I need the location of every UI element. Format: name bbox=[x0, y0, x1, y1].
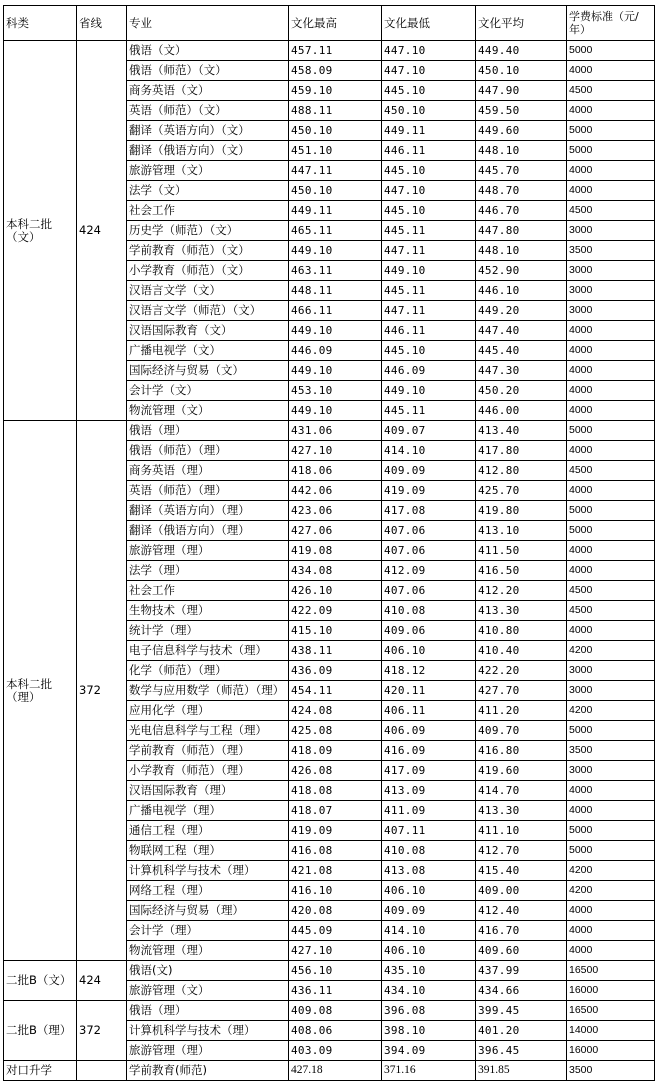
culture-max-cell: 456.10 bbox=[289, 961, 382, 981]
culture-avg-cell: 447.80 bbox=[476, 221, 567, 241]
culture-avg-cell: 445.40 bbox=[476, 341, 567, 361]
major-cell: 会计学（文） bbox=[127, 381, 289, 401]
tuition-cell: 4000 bbox=[567, 921, 655, 941]
table-row bbox=[4, 421, 655, 441]
culture-avg-cell: 450.10 bbox=[476, 61, 567, 81]
culture-min-cell: 449.10 bbox=[382, 261, 476, 281]
tuition-cell: 4000 bbox=[567, 321, 655, 341]
tuition-cell: 4200 bbox=[567, 861, 655, 881]
major-cell: 通信工程（理） bbox=[127, 821, 289, 841]
tuition-cell: 4000 bbox=[567, 901, 655, 921]
culture-min-cell: 445.11 bbox=[382, 221, 476, 241]
major-cell: 翻译（俄语方向）（文） bbox=[127, 141, 289, 161]
culture-max-cell: 418.06 bbox=[289, 461, 382, 481]
major-cell: 商务英语（文） bbox=[127, 81, 289, 101]
major-cell: 国际经济与贸易（文） bbox=[127, 361, 289, 381]
major-cell: 小学教育（师范）（文） bbox=[127, 261, 289, 281]
header-culture-avg: 文化平均 bbox=[476, 6, 567, 41]
major-cell: 俄语（师范）（文） bbox=[127, 61, 289, 81]
category-cell: 对口升学 bbox=[4, 1061, 77, 1081]
culture-min-cell: 417.09 bbox=[382, 761, 476, 781]
culture-avg-cell: 449.40 bbox=[476, 41, 567, 61]
tuition-cell: 4500 bbox=[567, 601, 655, 621]
category-cell: 二批B（文） bbox=[4, 961, 77, 1001]
tuition-cell: 4500 bbox=[567, 461, 655, 481]
culture-avg-cell: 446.10 bbox=[476, 281, 567, 301]
culture-avg-cell: 401.20 bbox=[476, 1021, 567, 1041]
culture-max-cell: 459.10 bbox=[289, 81, 382, 101]
major-cell: 旅游管理（理） bbox=[127, 1041, 289, 1061]
major-cell: 统计学（理） bbox=[127, 621, 289, 641]
culture-max-cell: 422.09 bbox=[289, 601, 382, 621]
tuition-cell: 4000 bbox=[567, 481, 655, 501]
culture-avg-cell: 427.70 bbox=[476, 681, 567, 701]
tuition-cell: 3500 bbox=[567, 1061, 655, 1081]
culture-avg-cell: 446.70 bbox=[476, 201, 567, 221]
culture-min-cell: 411.09 bbox=[382, 801, 476, 821]
culture-min-cell: 406.10 bbox=[382, 881, 476, 901]
category-cell: 二批B（理） bbox=[4, 1001, 77, 1061]
major-cell: 翻译（英语方向）（理） bbox=[127, 501, 289, 521]
culture-max-cell: 447.11 bbox=[289, 161, 382, 181]
provincial-line-cell: 424 bbox=[77, 41, 127, 421]
culture-max-cell: 438.11 bbox=[289, 641, 382, 661]
culture-max-cell: 454.11 bbox=[289, 681, 382, 701]
header-tuition: 学费标准（元/年） bbox=[567, 6, 655, 41]
culture-min-cell: 413.09 bbox=[382, 781, 476, 801]
culture-min-cell: 371.16 bbox=[382, 1061, 476, 1081]
culture-avg-cell: 413.10 bbox=[476, 521, 567, 541]
culture-max-cell: 418.07 bbox=[289, 801, 382, 821]
major-cell: 法学（理） bbox=[127, 561, 289, 581]
culture-avg-cell: 399.45 bbox=[476, 1001, 567, 1021]
tuition-cell: 4200 bbox=[567, 641, 655, 661]
header-culture-max: 文化最高 bbox=[289, 6, 382, 41]
major-cell: 旅游管理（理） bbox=[127, 541, 289, 561]
culture-avg-cell: 409.70 bbox=[476, 721, 567, 741]
major-cell: 小学教育（师范）（理） bbox=[127, 761, 289, 781]
tuition-cell: 4000 bbox=[567, 61, 655, 81]
culture-min-cell: 398.10 bbox=[382, 1021, 476, 1041]
culture-min-cell: 435.10 bbox=[382, 961, 476, 981]
culture-min-cell: 419.09 bbox=[382, 481, 476, 501]
culture-min-cell: 410.08 bbox=[382, 601, 476, 621]
culture-min-cell: 407.06 bbox=[382, 541, 476, 561]
culture-avg-cell: 450.20 bbox=[476, 381, 567, 401]
tuition-cell: 4200 bbox=[567, 881, 655, 901]
major-cell: 俄语（理） bbox=[127, 1001, 289, 1021]
provincial-line-cell: 372 bbox=[77, 421, 127, 961]
culture-min-cell: 409.09 bbox=[382, 461, 476, 481]
culture-max-cell: 415.10 bbox=[289, 621, 382, 641]
culture-max-cell: 419.08 bbox=[289, 541, 382, 561]
culture-max-cell: 465.11 bbox=[289, 221, 382, 241]
major-cell: 网络工程（理） bbox=[127, 881, 289, 901]
culture-max-cell: 445.09 bbox=[289, 921, 382, 941]
culture-max-cell: 423.06 bbox=[289, 501, 382, 521]
culture-avg-cell: 452.90 bbox=[476, 261, 567, 281]
culture-avg-cell: 414.70 bbox=[476, 781, 567, 801]
culture-max-cell: 449.10 bbox=[289, 321, 382, 341]
tuition-cell: 4500 bbox=[567, 201, 655, 221]
culture-avg-cell: 415.40 bbox=[476, 861, 567, 881]
culture-max-cell: 425.08 bbox=[289, 721, 382, 741]
culture-avg-cell: 419.80 bbox=[476, 501, 567, 521]
tuition-cell: 16000 bbox=[567, 981, 655, 1001]
culture-max-cell: 451.10 bbox=[289, 141, 382, 161]
major-cell: 应用化学（理） bbox=[127, 701, 289, 721]
culture-avg-cell: 446.00 bbox=[476, 401, 567, 421]
major-cell: 社会工作 bbox=[127, 201, 289, 221]
culture-avg-cell: 411.10 bbox=[476, 821, 567, 841]
tuition-cell: 3000 bbox=[567, 221, 655, 241]
header-culture-min: 文化最低 bbox=[382, 6, 476, 41]
culture-min-cell: 447.11 bbox=[382, 301, 476, 321]
tuition-cell: 14000 bbox=[567, 1021, 655, 1041]
culture-min-cell: 417.08 bbox=[382, 501, 476, 521]
culture-avg-cell: 447.40 bbox=[476, 321, 567, 341]
category-cell: 本科二批（文） bbox=[4, 41, 77, 421]
culture-avg-cell: 448.10 bbox=[476, 241, 567, 261]
major-cell: 物流管理（文） bbox=[127, 401, 289, 421]
major-cell: 英语（师范）（理） bbox=[127, 481, 289, 501]
major-cell: 商务英语（理） bbox=[127, 461, 289, 481]
culture-min-cell: 434.10 bbox=[382, 981, 476, 1001]
culture-avg-cell: 448.70 bbox=[476, 181, 567, 201]
culture-max-cell: 442.06 bbox=[289, 481, 382, 501]
culture-min-cell: 446.11 bbox=[382, 321, 476, 341]
culture-avg-cell: 449.20 bbox=[476, 301, 567, 321]
culture-max-cell: 420.08 bbox=[289, 901, 382, 921]
culture-min-cell: 446.11 bbox=[382, 141, 476, 161]
culture-avg-cell: 413.30 bbox=[476, 601, 567, 621]
culture-max-cell: 449.10 bbox=[289, 361, 382, 381]
culture-avg-cell: 410.80 bbox=[476, 621, 567, 641]
tuition-cell: 16500 bbox=[567, 1001, 655, 1021]
header-provincial-line: 省线 bbox=[77, 6, 127, 41]
culture-avg-cell: 396.45 bbox=[476, 1041, 567, 1061]
major-cell: 俄语（师范）（理） bbox=[127, 441, 289, 461]
tuition-cell: 5000 bbox=[567, 841, 655, 861]
culture-max-cell: 434.08 bbox=[289, 561, 382, 581]
culture-avg-cell: 391.85 bbox=[476, 1061, 567, 1081]
tuition-cell: 5000 bbox=[567, 821, 655, 841]
culture-avg-cell: 416.50 bbox=[476, 561, 567, 581]
culture-max-cell: 466.11 bbox=[289, 301, 382, 321]
culture-min-cell: 414.10 bbox=[382, 441, 476, 461]
culture-min-cell: 447.11 bbox=[382, 241, 476, 261]
culture-avg-cell: 409.00 bbox=[476, 881, 567, 901]
culture-min-cell: 407.06 bbox=[382, 521, 476, 541]
tuition-cell: 3000 bbox=[567, 681, 655, 701]
culture-avg-cell: 437.99 bbox=[476, 961, 567, 981]
culture-max-cell: 426.10 bbox=[289, 581, 382, 601]
culture-avg-cell: 434.66 bbox=[476, 981, 567, 1001]
major-cell: 计算机科学与技术（理） bbox=[127, 1021, 289, 1041]
culture-max-cell: 453.10 bbox=[289, 381, 382, 401]
culture-max-cell: 449.10 bbox=[289, 401, 382, 421]
tuition-cell: 4000 bbox=[567, 361, 655, 381]
tuition-cell: 3500 bbox=[567, 241, 655, 261]
culture-min-cell: 409.09 bbox=[382, 901, 476, 921]
culture-avg-cell: 445.70 bbox=[476, 161, 567, 181]
tuition-cell: 4500 bbox=[567, 81, 655, 101]
table-row bbox=[4, 961, 655, 981]
table-row bbox=[4, 41, 655, 61]
tuition-cell: 5000 bbox=[567, 41, 655, 61]
culture-min-cell: 410.08 bbox=[382, 841, 476, 861]
major-cell: 电子信息科学与技术（理） bbox=[127, 641, 289, 661]
major-cell: 广播电视学（理） bbox=[127, 801, 289, 821]
major-cell: 数学与应用数学（师范）（理） bbox=[127, 681, 289, 701]
major-cell: 汉语言文学（文） bbox=[127, 281, 289, 301]
tuition-cell: 4000 bbox=[567, 941, 655, 961]
provincial-line-cell bbox=[77, 1061, 127, 1081]
header-row bbox=[4, 6, 655, 41]
culture-avg-cell: 411.50 bbox=[476, 541, 567, 561]
tuition-cell: 3500 bbox=[567, 741, 655, 761]
culture-avg-cell: 410.40 bbox=[476, 641, 567, 661]
major-cell: 学前教育(师范) bbox=[127, 1061, 289, 1081]
tuition-cell: 3000 bbox=[567, 261, 655, 281]
tuition-cell: 4200 bbox=[567, 701, 655, 721]
culture-min-cell: 447.10 bbox=[382, 41, 476, 61]
culture-max-cell: 458.09 bbox=[289, 61, 382, 81]
culture-max-cell: 427.10 bbox=[289, 941, 382, 961]
culture-max-cell: 450.10 bbox=[289, 181, 382, 201]
culture-avg-cell: 459.50 bbox=[476, 101, 567, 121]
culture-max-cell: 446.09 bbox=[289, 341, 382, 361]
culture-max-cell: 427.10 bbox=[289, 441, 382, 461]
major-cell: 汉语国际教育（理） bbox=[127, 781, 289, 801]
culture-min-cell: 445.11 bbox=[382, 401, 476, 421]
culture-avg-cell: 413.30 bbox=[476, 801, 567, 821]
culture-min-cell: 418.12 bbox=[382, 661, 476, 681]
tuition-cell: 3000 bbox=[567, 661, 655, 681]
tuition-cell: 4000 bbox=[567, 161, 655, 181]
major-cell: 计算机科学与技术（理） bbox=[127, 861, 289, 881]
tuition-cell: 4000 bbox=[567, 621, 655, 641]
tuition-cell: 4000 bbox=[567, 381, 655, 401]
major-cell: 翻译（英语方向）（文） bbox=[127, 121, 289, 141]
culture-min-cell: 394.09 bbox=[382, 1041, 476, 1061]
culture-max-cell: 409.08 bbox=[289, 1001, 382, 1021]
header-category: 科类 bbox=[4, 6, 77, 41]
culture-avg-cell: 422.20 bbox=[476, 661, 567, 681]
major-cell: 法学（文） bbox=[127, 181, 289, 201]
culture-min-cell: 449.10 bbox=[382, 381, 476, 401]
culture-avg-cell: 409.60 bbox=[476, 941, 567, 961]
major-cell: 光电信息科学与工程（理） bbox=[127, 721, 289, 741]
table-row bbox=[4, 1061, 655, 1081]
culture-max-cell: 424.08 bbox=[289, 701, 382, 721]
major-cell: 物联网工程（理） bbox=[127, 841, 289, 861]
culture-avg-cell: 413.40 bbox=[476, 421, 567, 441]
culture-avg-cell: 447.90 bbox=[476, 81, 567, 101]
major-cell: 俄语（理） bbox=[127, 421, 289, 441]
culture-min-cell: 407.11 bbox=[382, 821, 476, 841]
tuition-cell: 5000 bbox=[567, 141, 655, 161]
culture-min-cell: 406.10 bbox=[382, 641, 476, 661]
culture-min-cell: 446.09 bbox=[382, 361, 476, 381]
tuition-cell: 4000 bbox=[567, 541, 655, 561]
culture-min-cell: 420.11 bbox=[382, 681, 476, 701]
tuition-cell: 4000 bbox=[567, 101, 655, 121]
major-cell: 俄语(文) bbox=[127, 961, 289, 981]
culture-max-cell: 418.09 bbox=[289, 741, 382, 761]
culture-max-cell: 450.10 bbox=[289, 121, 382, 141]
culture-min-cell: 447.10 bbox=[382, 181, 476, 201]
culture-min-cell: 409.07 bbox=[382, 421, 476, 441]
tuition-cell: 5000 bbox=[567, 521, 655, 541]
tuition-cell: 5000 bbox=[567, 121, 655, 141]
tuition-cell: 4000 bbox=[567, 781, 655, 801]
culture-max-cell: 449.11 bbox=[289, 201, 382, 221]
culture-avg-cell: 411.20 bbox=[476, 701, 567, 721]
culture-avg-cell: 412.70 bbox=[476, 841, 567, 861]
tuition-cell: 4000 bbox=[567, 441, 655, 461]
table-header bbox=[4, 6, 655, 41]
culture-max-cell: 488.11 bbox=[289, 101, 382, 121]
culture-max-cell: 436.09 bbox=[289, 661, 382, 681]
culture-avg-cell: 416.80 bbox=[476, 741, 567, 761]
culture-max-cell: 408.06 bbox=[289, 1021, 382, 1041]
tuition-cell: 5000 bbox=[567, 721, 655, 741]
culture-min-cell: 406.11 bbox=[382, 701, 476, 721]
culture-min-cell: 407.06 bbox=[382, 581, 476, 601]
culture-max-cell: 421.08 bbox=[289, 861, 382, 881]
culture-avg-cell: 412.80 bbox=[476, 461, 567, 481]
culture-avg-cell: 412.20 bbox=[476, 581, 567, 601]
culture-avg-cell: 447.30 bbox=[476, 361, 567, 381]
culture-max-cell: 463.11 bbox=[289, 261, 382, 281]
tuition-cell: 5000 bbox=[567, 421, 655, 441]
culture-avg-cell: 419.60 bbox=[476, 761, 567, 781]
tuition-cell: 4000 bbox=[567, 801, 655, 821]
culture-max-cell: 431.06 bbox=[289, 421, 382, 441]
culture-min-cell: 445.10 bbox=[382, 161, 476, 181]
tuition-cell: 4000 bbox=[567, 401, 655, 421]
major-cell: 物流管理（理） bbox=[127, 941, 289, 961]
major-cell: 翻译（俄语方向）（理） bbox=[127, 521, 289, 541]
culture-max-cell: 427.18 bbox=[289, 1061, 382, 1081]
culture-avg-cell: 449.60 bbox=[476, 121, 567, 141]
major-cell: 汉语国际教育（文） bbox=[127, 321, 289, 341]
culture-max-cell: 426.08 bbox=[289, 761, 382, 781]
culture-avg-cell: 448.10 bbox=[476, 141, 567, 161]
culture-min-cell: 450.10 bbox=[382, 101, 476, 121]
table-body bbox=[4, 41, 655, 1081]
culture-max-cell: 449.10 bbox=[289, 241, 382, 261]
culture-avg-cell: 412.40 bbox=[476, 901, 567, 921]
admission-scores-table bbox=[3, 5, 655, 1081]
tuition-cell: 16500 bbox=[567, 961, 655, 981]
tuition-cell: 3000 bbox=[567, 761, 655, 781]
culture-min-cell: 445.11 bbox=[382, 281, 476, 301]
major-cell: 广播电视学（文） bbox=[127, 341, 289, 361]
provincial-line-cell: 372 bbox=[77, 1001, 127, 1061]
culture-min-cell: 406.09 bbox=[382, 721, 476, 741]
culture-max-cell: 419.09 bbox=[289, 821, 382, 841]
culture-max-cell: 457.11 bbox=[289, 41, 382, 61]
culture-min-cell: 396.08 bbox=[382, 1001, 476, 1021]
major-cell: 社会工作 bbox=[127, 581, 289, 601]
tuition-cell: 4500 bbox=[567, 581, 655, 601]
tuition-cell: 4000 bbox=[567, 181, 655, 201]
culture-min-cell: 412.09 bbox=[382, 561, 476, 581]
culture-min-cell: 414.10 bbox=[382, 921, 476, 941]
category-cell: 本科二批（理） bbox=[4, 421, 77, 961]
culture-min-cell: 409.06 bbox=[382, 621, 476, 641]
major-cell: 化学（师范）（理） bbox=[127, 661, 289, 681]
culture-avg-cell: 416.70 bbox=[476, 921, 567, 941]
culture-min-cell: 406.10 bbox=[382, 941, 476, 961]
culture-max-cell: 403.09 bbox=[289, 1041, 382, 1061]
major-cell: 会计学（理） bbox=[127, 921, 289, 941]
tuition-cell: 3000 bbox=[567, 281, 655, 301]
table-row bbox=[4, 1001, 655, 1021]
culture-avg-cell: 425.70 bbox=[476, 481, 567, 501]
major-cell: 学前教育（师范）（理） bbox=[127, 741, 289, 761]
provincial-line-cell: 424 bbox=[77, 961, 127, 1001]
culture-min-cell: 445.10 bbox=[382, 201, 476, 221]
tuition-cell: 4000 bbox=[567, 561, 655, 581]
culture-min-cell: 449.11 bbox=[382, 121, 476, 141]
major-cell: 汉语言文学（师范）（文） bbox=[127, 301, 289, 321]
tuition-cell: 16000 bbox=[567, 1041, 655, 1061]
culture-max-cell: 436.11 bbox=[289, 981, 382, 1001]
culture-max-cell: 448.11 bbox=[289, 281, 382, 301]
tuition-cell: 4000 bbox=[567, 341, 655, 361]
culture-min-cell: 445.10 bbox=[382, 341, 476, 361]
culture-max-cell: 416.10 bbox=[289, 881, 382, 901]
culture-min-cell: 447.10 bbox=[382, 61, 476, 81]
culture-max-cell: 427.06 bbox=[289, 521, 382, 541]
major-cell: 学前教育（师范）（文） bbox=[127, 241, 289, 261]
culture-max-cell: 418.08 bbox=[289, 781, 382, 801]
major-cell: 历史学（师范）（文） bbox=[127, 221, 289, 241]
culture-min-cell: 416.09 bbox=[382, 741, 476, 761]
major-cell: 旅游管理（文） bbox=[127, 161, 289, 181]
tuition-cell: 3000 bbox=[567, 301, 655, 321]
culture-min-cell: 413.08 bbox=[382, 861, 476, 881]
major-cell: 英语（师范）（文） bbox=[127, 101, 289, 121]
culture-min-cell: 445.10 bbox=[382, 81, 476, 101]
culture-max-cell: 416.08 bbox=[289, 841, 382, 861]
major-cell: 俄语（文） bbox=[127, 41, 289, 61]
major-cell: 国际经济与贸易（理） bbox=[127, 901, 289, 921]
major-cell: 生物技术（理） bbox=[127, 601, 289, 621]
major-cell: 旅游管理（文） bbox=[127, 981, 289, 1001]
header-major: 专业 bbox=[127, 6, 289, 41]
culture-avg-cell: 417.80 bbox=[476, 441, 567, 461]
tuition-cell: 5000 bbox=[567, 501, 655, 521]
